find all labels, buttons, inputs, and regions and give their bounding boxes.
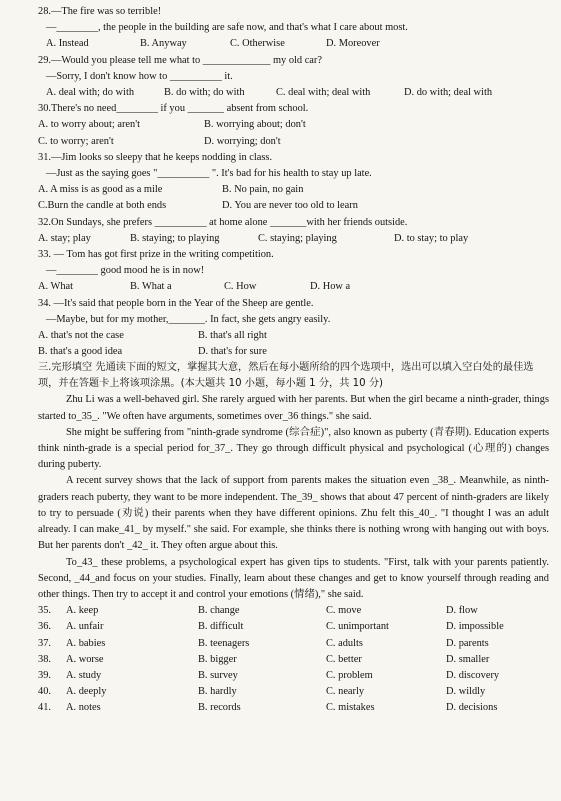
option: B. teenagers — [198, 637, 250, 649]
option: D. parents — [446, 637, 489, 649]
passage-paragraph: She might be suffering from "ninth-grade syndrome (综合症)", also known as puberty (青春期). Education experts think ninth-grade is a special period for_37_. They go through difficult physical and psychological (心理的) changes during puberty. — [38, 426, 549, 471]
option: A. babies — [66, 637, 106, 649]
option: C. better — [326, 653, 362, 665]
cloze-number: 41. — [38, 702, 51, 714]
question-options — [38, 36, 549, 52]
passage-paragraph: A recent survey shows that the lack of support from parents makes the situation even _38_. Meanwhile, as ninth-graders reach puberty, they want to be more independent. The_39_ shows that about 47 percent of ninth-graders are likely to try to persuade (劝说) their parents when they have different opinions. Zhu felt this_40_. "I thought I was an adult already. I can make_41_ by myself." she said. For example, she thinks there is nothing wrong with hanging out with boys. But her parents don't _42_ it. They often argue about this. — [38, 475, 549, 552]
passage-paragraph: To_43_ these problems, a psychological expert has given tips to students. "First, talk with your parents patiently. Second, _44_and focus on your studies. Finally, learn about these changes and get to know yourself through reading and other things. Then try to accept it and control your emotions (情绪)," she said. — [38, 556, 549, 600]
option: A. to worry about; aren't — [38, 119, 140, 131]
question-stem: 30.There's no need________ if you _______ absent from school. — [38, 103, 309, 115]
section-heading: 三.完形填空 先通读下面的短文，掌握其大意，然后在每小题所给的四个选项中，选出可以填入空白处的最佳选项，并在答题卡上将该项涂黑。(本大题共 10 小题，每小题 1 分，共 10 分) — [38, 362, 534, 390]
option: D. How a — [310, 281, 351, 293]
question-stem: 32.On Sundays, she prefers __________ at home alone _______with her friends outside. — [38, 216, 408, 228]
option: A. What — [38, 281, 74, 293]
option: D. do with; deal with — [404, 87, 493, 99]
option: B. records — [198, 702, 241, 714]
option: D. decisions — [446, 702, 498, 714]
option: A. that's not the case — [38, 330, 124, 342]
option: B. survey — [198, 669, 238, 681]
option: C. problem — [326, 669, 373, 681]
option: A. study — [66, 669, 102, 681]
option: D. flow — [446, 605, 478, 617]
option: B. Anyway — [140, 38, 187, 50]
question-options — [38, 279, 549, 295]
question-options — [38, 231, 549, 247]
option: A. notes — [66, 702, 101, 714]
option: B. What a — [130, 281, 172, 293]
question-line: —Maybe, but for my mother,_______. In fact, she gets angry easily. — [46, 313, 331, 325]
option: D. smaller — [446, 653, 490, 665]
cloze-number: 40. — [38, 686, 51, 698]
question-options — [38, 182, 549, 198]
cloze-options — [38, 603, 549, 716]
option: A. deal with; do with — [46, 87, 135, 99]
option: A. unfair — [66, 621, 104, 633]
question-options — [38, 198, 549, 214]
cloze-option-row — [38, 668, 549, 684]
option: C. unimportant — [326, 621, 389, 633]
option: C. Otherwise — [230, 38, 285, 50]
cloze-option-row — [38, 603, 549, 619]
option: B. change — [198, 605, 240, 617]
option: D. discovery — [446, 669, 500, 681]
option: B. that's a good idea — [38, 346, 123, 358]
question-stem: 28.—The fire was so terrible! — [38, 6, 162, 17]
cloze-number: 37. — [38, 637, 51, 649]
option: C. move — [326, 605, 362, 617]
question-options — [38, 117, 549, 133]
option: A. stay; play — [38, 232, 91, 244]
question-stem: 31.—Jim looks so sleepy that he keeps nodding in class. — [38, 151, 273, 163]
cloze-number: 38. — [38, 653, 51, 665]
option: B. do with; do with — [164, 87, 245, 99]
question-stem: 34. —It's said that people born in the Year of the Sheep are gentle. — [38, 297, 314, 309]
passage-paragraph: Zhu Li was a well-behaved girl. She rarely argued with her parents. But when the girl became a ninth-grader, things started to_35_. "We often have arguments, sometimes over_36 things." she said. — [38, 394, 549, 422]
question-line: —Just as the saying goes "__________ ". It's bad for his health to stay up late. — [46, 168, 372, 180]
option: B. that's all right — [198, 330, 267, 342]
option: A. keep — [66, 605, 99, 617]
option: C. adults — [326, 637, 363, 649]
option: D. Moreover — [326, 38, 380, 50]
cloze-number: 36. — [38, 621, 51, 633]
option: C. mistakes — [326, 702, 375, 714]
option: C.Burn the candle at both ends — [38, 200, 167, 212]
question-line: —Sorry, I don't know how to __________ it. — [46, 70, 233, 82]
option: A. worse — [66, 653, 104, 665]
option: C. deal with; deal with — [276, 87, 371, 99]
option: D. impossible — [446, 621, 504, 633]
option: B. No pain, no gain — [222, 184, 304, 196]
option: B. worrying about; don't — [204, 119, 306, 131]
question-options — [38, 134, 549, 150]
option: C. to worry; aren't — [38, 135, 114, 147]
question-options — [38, 85, 549, 101]
question-stem: 33. — Tom has got first prize in the writing competition. — [38, 249, 274, 261]
question-line: —________ good mood he is in now! — [46, 265, 205, 277]
option: A. Instead — [46, 38, 89, 50]
option: C. staying; playing — [258, 232, 337, 244]
cloze-number: 35. — [38, 605, 51, 617]
cloze-number: 39. — [38, 669, 51, 681]
question-stem: 29.—Would you please tell me what to _____________ my old car? — [38, 54, 322, 66]
option: B. hardly — [198, 686, 237, 698]
option: A. deeply — [66, 686, 107, 698]
option: B. bigger — [198, 653, 237, 665]
option: D. wildly — [446, 686, 486, 698]
cloze-option-row — [38, 700, 549, 716]
cloze-option-row — [38, 684, 549, 700]
option: B. staying; to playing — [130, 232, 220, 244]
cloze-option-row — [38, 636, 549, 652]
option: D. that's for sure — [198, 346, 267, 358]
option: A. A miss is as good as a mile — [38, 184, 163, 196]
cloze-option-row — [38, 619, 549, 635]
cloze-option-row — [38, 652, 549, 668]
option: B. difficult — [198, 621, 244, 633]
option: D. You are never too old to learn — [222, 200, 358, 212]
option: C. How — [224, 281, 257, 293]
option: C. nearly — [326, 686, 365, 698]
option: D. to stay; to play — [394, 232, 469, 244]
question-options — [38, 328, 549, 344]
option: D. worrying; don't — [204, 135, 281, 147]
question-options — [38, 344, 549, 360]
question-line: —________, the people in the building are safe now, and that's what I care about most. — [46, 22, 408, 34]
